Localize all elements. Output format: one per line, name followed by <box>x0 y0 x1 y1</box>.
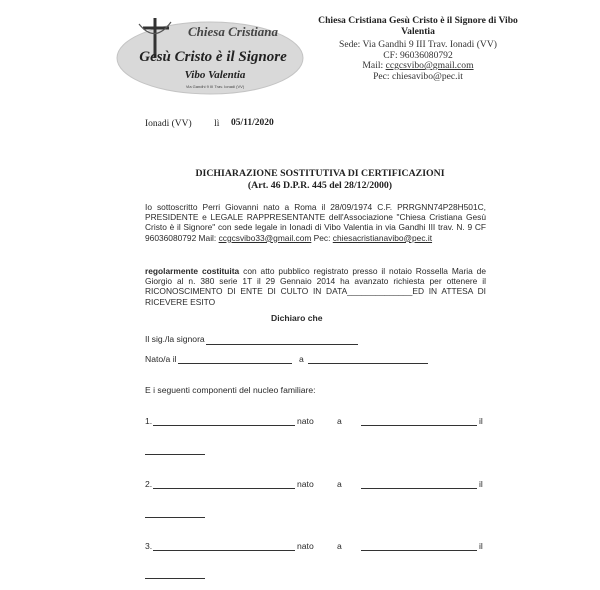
row1-il: il <box>479 416 483 426</box>
signore-label: Il sig./la signora <box>145 334 205 344</box>
logo-line1: Chiesa Cristiana <box>188 24 278 39</box>
date-value: 05/11/2020 <box>231 118 274 128</box>
org-name: Chiesa Cristiana Gesù Cristo è il Signore di Vibo Valentia <box>318 15 518 37</box>
row2-date-field[interactable] <box>145 517 205 518</box>
document-subtitle: (Art. 46 D.P.R. 445 del 28/12/2000) <box>247 180 393 191</box>
letterhead-org <box>318 15 518 37</box>
letterhead-pec: Pec: chiesavibo@pec.it <box>373 71 463 82</box>
para1-pec-label: Pec: <box>313 232 331 243</box>
row3-date-field[interactable] <box>145 578 205 579</box>
signore-field[interactable] <box>206 344 358 345</box>
para1-text: Io sottoscritto Perri Giovanni nato a Roma il 28/09/1974 C.F. PRRGNN74P28H501C, PRESIDENTE e LEGALE RAPPRESENTANTE dell'Associazione "Chiesa Cristiana Gesù Cristo è il Signore" con sede legale in Ionadi di Vibo Valentia in via Gandhi III trav. N. 9 CF 96036080792 Mail: <box>145 202 486 243</box>
birth-place-field[interactable] <box>308 363 428 364</box>
row1-a: a <box>337 416 342 426</box>
row1-nato: nato <box>297 416 314 426</box>
row3-number: 3. <box>145 541 153 551</box>
declares-heading: Dichiaro che <box>271 313 323 323</box>
row1-number: 1. <box>145 416 153 426</box>
para1-pec-link[interactable]: chiesacristianavibo@pec.it <box>332 232 433 243</box>
row2-nato: nato <box>297 479 314 489</box>
li-word: lì <box>214 119 220 129</box>
row2-a: a <box>337 479 342 489</box>
nato-label: Nato/a il <box>145 354 177 364</box>
logo-line2: Gesù Cristo è il Signore <box>139 49 287 65</box>
components-label: E i seguenti componenti del nucleo familiare: <box>145 385 316 395</box>
mail-label: Mail: <box>362 60 384 71</box>
para2-bold: regolarmente costituita <box>145 266 240 276</box>
para1-mail-link[interactable]: ccgcsvibo33@gmail.com <box>218 232 312 243</box>
logo-line3: Vibo Valentia <box>184 69 246 81</box>
row3-il: il <box>479 541 483 551</box>
place-text <box>145 119 219 129</box>
letterhead-address: Sede: Via Gandhi 9 III Trav. Ionadi (VV) <box>339 39 497 50</box>
row1-date-field[interactable] <box>145 454 205 455</box>
declaration-paragraph-1 <box>145 202 486 243</box>
logo-address: Via Gandhi 9 III Trav. Ionadi (VV) <box>185 84 245 89</box>
church-logo <box>115 14 305 96</box>
declaration-paragraph-2 <box>145 266 486 307</box>
row3-a: a <box>337 541 342 551</box>
row3-nato: nato <box>297 541 314 551</box>
row1-place-field[interactable] <box>361 425 477 426</box>
birth-date-field[interactable] <box>178 363 292 364</box>
row1-name-field[interactable] <box>153 425 295 426</box>
row2-name-field[interactable] <box>153 488 295 489</box>
row3-place-field[interactable] <box>361 550 477 551</box>
mail-link[interactable]: ccgcsvibo@gmail.com <box>385 60 474 71</box>
row2-number: 2. <box>145 479 153 489</box>
row2-place-field[interactable] <box>361 488 477 489</box>
letterhead-mail <box>318 60 518 71</box>
para2-text: con atto pubblico registrato presso il notaio Rossella Maria de Giorgio al n. 380 serie 1T il 29 Gennaio 2014 ha avanzato richiesta per ottenere il RICONOSCIMENTO DI ENTE DI CULTO IN DATA______________ED IN ATTESA DI RICEVERE ESITO <box>145 266 486 307</box>
letterhead-cf: CF: 96036080792 <box>383 50 453 61</box>
row3-name-field[interactable] <box>153 550 295 551</box>
place: Ionadi (VV) <box>145 119 192 129</box>
birth-place-a-label: a <box>299 354 304 364</box>
document-title: DICHIARAZIONE SOSTITUTIVA DI CERTIFICAZIONI <box>195 168 445 179</box>
row2-il: il <box>479 479 483 489</box>
